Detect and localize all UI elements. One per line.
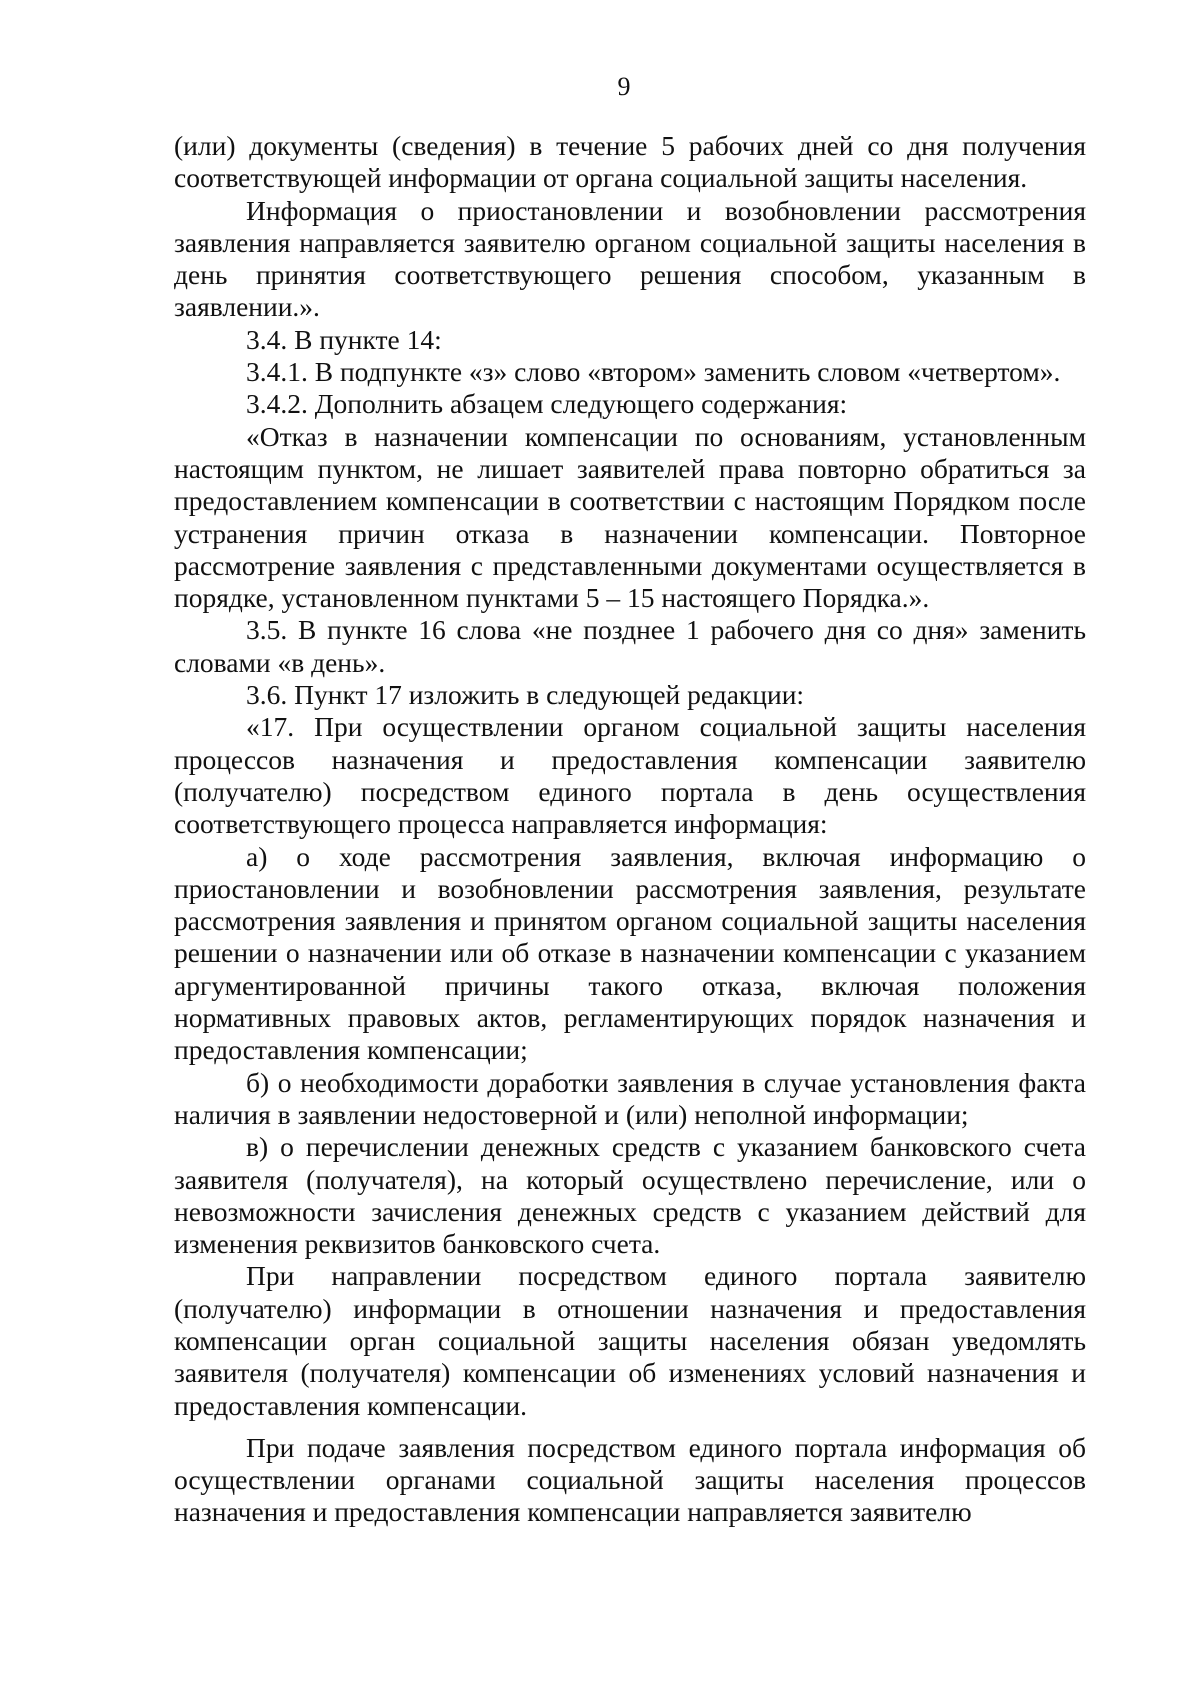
paragraph-subitem-a: а) о ходе рассмотрения заявления, включая информацию о приостановлении и возобновлении рассмотрения заявления, результате рассмотрения заявления и принятом органом социальной защиты населения решении о назначении или об отказе в назначении компенсации с указанием аргументированной причины такого отказа, включая положения нормативных правовых актов, регламентирующих порядок назначения и предоставления компенсации; <box>174 840 1086 1066</box>
paragraph-continuation: (или) документы (сведения) в течение 5 рабочих дней со дня получения соответствующей информации от органа социальной защиты населения. <box>174 130 1086 194</box>
paragraph-3-6: 3.6. Пункт 17 изложить в следующей редакции: <box>246 679 805 711</box>
paragraph-3-4: 3.4. В пункте 14: <box>246 323 442 355</box>
paragraph-subitem-v: в) о перечислении денежных средств с указанием банковского счета заявителя (получателя), на который осуществлено перечисление, или о невозможности зачисления денежных средств с указанием действий для изменения реквизитов банковского счета. <box>174 1131 1086 1260</box>
document-body <box>174 130 1086 1529</box>
paragraph-portal-notification: При направлении посредством единого портала заявителю (получателю) информации в отношении назначения и предоставления компенсации орган социальной защиты населения обязан уведомлять заявителя (получателя) компенсации об изменениях условий назначения и предоставления компенсации. <box>174 1260 1086 1421</box>
paragraph-3-5: 3.5. В пункте 16 слова «не позднее 1 рабочего дня со дня» заменить словами «в день». <box>174 614 1086 678</box>
paragraph-suspension-info: Информация о приостановлении и возобновлении рассмотрения заявления направляется заявителю органом социальной защиты населения в день принятия соответствующего решения способом, указанным в заявлении.». <box>174 194 1086 323</box>
paragraph-3-4-1: 3.4.1. В подпункте «з» слово «втором» заменить словом «четвертом». <box>246 356 1061 388</box>
paragraph-refusal-quote: «Отказ в назначении компенсации по основаниям, установленным настоящим пунктом, не лишает заявителей права повторно обратиться за предоставлением компенсации в соответствии с настоящим Порядком после устранения причин отказа в назначении компенсации. Повторное рассмотрение заявления с представленными документами осуществляется в порядке, установленном пунктами 5 – 15 настоящего Порядка.». <box>174 420 1086 614</box>
page-number: 9 <box>617 72 631 101</box>
paragraph-3-4-2: 3.4.2. Дополнить абзацем следующего содержания: <box>246 388 848 420</box>
paragraph-subitem-b: б) о необходимости доработки заявления в случае установления факта наличия в заявлении недостоверной и (или) неполной информации; <box>174 1066 1086 1130</box>
paragraph-portal-application: При подаче заявления посредством единого портала информация об осуществлении органами социальной защиты населения процессов назначения и предоставления компенсации направляется заявителю <box>174 1431 1086 1528</box>
paragraph-item-17: «17. При осуществлении органом социальной защиты населения процессов назначения и предоставления компенсации заявителю (получателю) посредством единого портала в день осуществления соответствующего процесса направляется информация: <box>174 711 1086 840</box>
